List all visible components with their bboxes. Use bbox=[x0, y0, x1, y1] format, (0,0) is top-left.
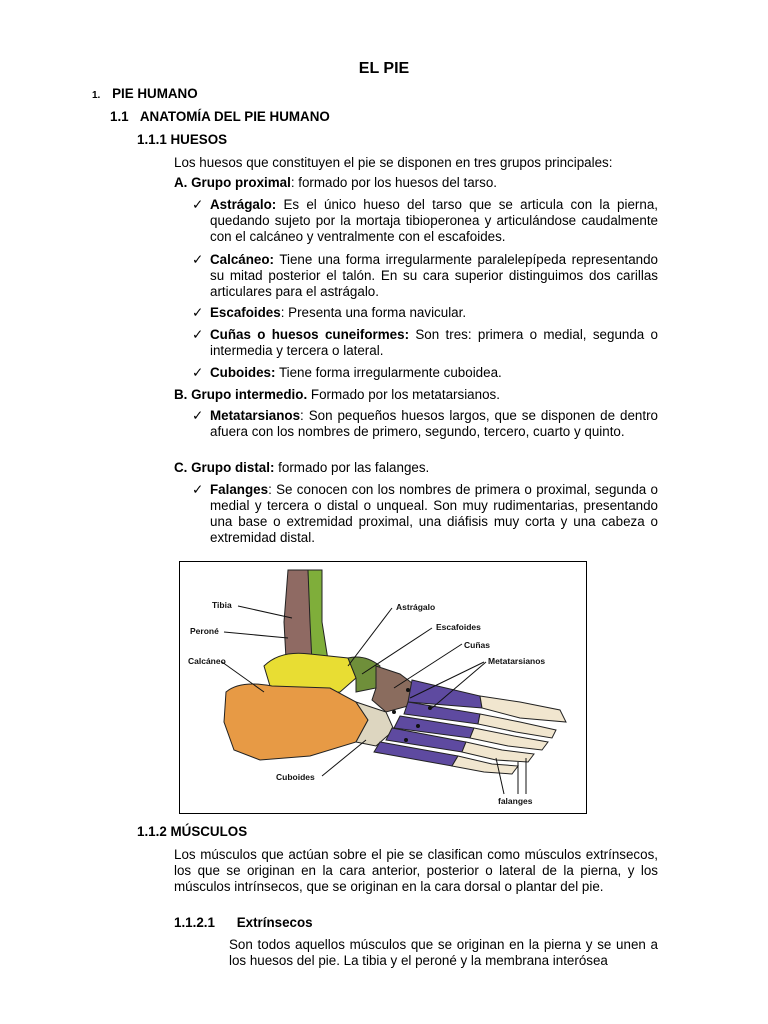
label-astragalo: Astrágalo bbox=[396, 602, 436, 612]
heading-number: 1.1 bbox=[110, 109, 129, 124]
heading-label: ANATOMÍA DEL PIE HUMANO bbox=[139, 109, 330, 124]
intro-paragraph: Los huesos que constituyen el pie se disponen en tres grupos principales: bbox=[174, 155, 613, 170]
heading-label: Extrínsecos bbox=[236, 915, 313, 930]
bullet-falanges bbox=[192, 482, 658, 546]
page-title: EL PIE bbox=[358, 60, 410, 77]
bullet-text: : Se conocen con los nombres de primera o proximal, segunda o medial y tercera o distal o unqueal. Son muy rudimentarias, presentando una base o extremidad proximal, una diáfisis muy corta y una cabeza o extremidad distal. bbox=[210, 482, 658, 545]
bullet-metatarsianos bbox=[192, 408, 658, 440]
label-metatarsianos: Metatarsianos bbox=[488, 656, 546, 666]
bullet-text: : Son pequeños huesos largos, que se disponen de dentro afuera con los nombres de primero, segundo, tercero, cuarto y quinto. bbox=[210, 408, 658, 439]
bullet-astragalo bbox=[192, 197, 658, 245]
perone-bone bbox=[308, 570, 328, 662]
musculos-paragraph: Los músculos que actúan sobre el pie se clasifican como músculos extrínsecos, los que se originan en la cara anterior, posterior o lateral de la pierna, y los músculos intrínsecos, que se originan en la cara dorsal o plantar del pie. bbox=[174, 847, 658, 894]
bullet-cunas bbox=[192, 327, 658, 359]
group-b-label: B. Grupo intermedio. bbox=[174, 387, 308, 402]
check-icon: ✓ bbox=[192, 408, 204, 423]
check-icon: ✓ bbox=[192, 327, 204, 342]
bullet-cuboides bbox=[192, 365, 658, 381]
bullet-text: Es el único hueso del tarso que se articula con la pierna, quedando sujeto por la mortaja tibioperonea y articulándose caudalmente con el calcáneo y ventralmente con el escafoides. bbox=[210, 197, 658, 244]
label-cuboides: Cuboides bbox=[276, 772, 315, 782]
foot-bones-illustration bbox=[180, 562, 585, 812]
bullet-text: : Presenta una forma navicular. bbox=[280, 305, 467, 320]
bullet-term: Astrágalo: bbox=[210, 197, 277, 212]
heading-pie-humano bbox=[92, 86, 198, 101]
group-a bbox=[174, 175, 658, 190]
bullet-term: Falanges bbox=[210, 482, 269, 497]
heading-musculos: 1.1.2 MÚSCULOS bbox=[137, 824, 248, 839]
bullet-term: Calcáneo: bbox=[210, 252, 274, 267]
heading-extrinsecos bbox=[174, 915, 313, 930]
bullet-text: Tiene forma irregularmente cuboidea. bbox=[275, 365, 502, 380]
bullet-calcaneo bbox=[192, 252, 658, 300]
check-icon: ✓ bbox=[192, 197, 204, 212]
label-tibia: Tibia bbox=[212, 600, 232, 610]
label-escafoides: Escafoides bbox=[436, 622, 481, 632]
heading-label: PIE HUMANO bbox=[112, 86, 198, 101]
label-calcaneo: Calcáneo bbox=[188, 656, 226, 666]
bullet-term: Cuboides: bbox=[210, 365, 276, 380]
bullet-term: Cuñas o huesos cuneiformes: bbox=[210, 327, 410, 342]
check-icon: ✓ bbox=[192, 305, 204, 320]
bullet-escafoides bbox=[192, 305, 658, 321]
label-falanges: falanges bbox=[498, 796, 533, 806]
check-icon: ✓ bbox=[192, 482, 204, 497]
group-b bbox=[174, 387, 658, 402]
bullet-text: Son tres: primera o medial, segunda o intermedia y tercera o lateral. bbox=[210, 327, 658, 358]
group-c-text: formado por las falanges. bbox=[274, 460, 430, 475]
group-c-label: C. Grupo distal: bbox=[174, 460, 275, 475]
bullet-term: Escafoides bbox=[210, 305, 281, 320]
calcaneo-bone bbox=[224, 684, 368, 760]
label-perone: Peroné bbox=[190, 626, 219, 636]
bullet-term: Metatarsianos bbox=[210, 408, 301, 423]
group-a-label: A. Grupo proximal bbox=[174, 175, 291, 190]
check-icon: ✓ bbox=[192, 252, 204, 267]
heading-number: 1.1.2.1 bbox=[174, 915, 215, 930]
bullet-text: Tiene una forma irregularmente paralelepípeda representando su mitad posterior el talón. En su cara superior distinguimos dos carillas articulares para el astrágalo. bbox=[210, 252, 658, 299]
group-b-text: Formado por los metatarsianos. bbox=[307, 387, 500, 402]
heading-huesos: 1.1.1 HUESOS bbox=[137, 132, 228, 147]
group-a-text: : formado por los huesos del tarso. bbox=[290, 175, 497, 190]
group-c bbox=[174, 460, 658, 475]
label-cunas: Cuñas bbox=[464, 640, 490, 650]
check-icon: ✓ bbox=[192, 365, 204, 380]
extrinsecos-paragraph: Son todos aquellos músculos que se originan en la pierna y se unen a los huesos del pie. La tibia y el peroné y la membrana interósea bbox=[229, 937, 658, 968]
foot-bones-figure bbox=[179, 561, 587, 814]
heading-number: 1. bbox=[92, 90, 101, 101]
heading-anatomia bbox=[110, 109, 330, 124]
